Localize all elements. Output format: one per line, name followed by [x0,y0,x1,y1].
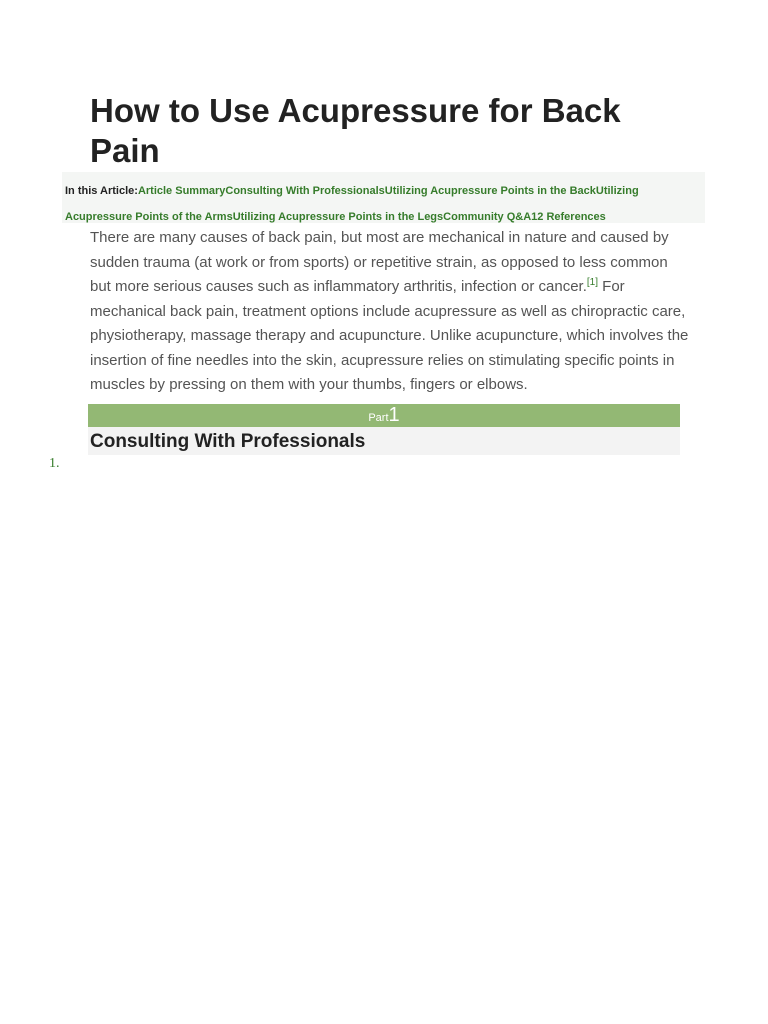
part-banner [88,404,680,427]
part-label: Part [368,412,389,424]
page-title: How to Use Acupressure for Back Pain [90,92,621,169]
reference-link-1[interactable]: [1] [586,277,598,288]
intro-text-continued: For mechanical back pain, treatment options include acupressure as well as chiropractic care, physiotherapy, massage therapy and acupuncture. Unlike acupuncture, which involves the insertion of fine needles into the skin, acupressure relies on stimulating specific points in muscles by pressing on them with your thumbs, fingers or elbows. [90,278,689,393]
part-number: 1 [388,404,400,426]
toc-link-references[interactable]: 12 References [531,211,606,223]
article-table-of-contents [62,172,705,223]
toc-link-community-qa[interactable]: Community Q&A [443,211,532,223]
toc-link-acupressure-points-arms[interactable]: Utilizing Acupressure Points of the Arms [65,185,639,223]
toc-link-article-summary[interactable]: Article Summary [137,185,226,197]
toc-link-consulting-with-professionals[interactable]: Consulting With Professionals [225,185,385,197]
step-number: 1. [49,456,60,471]
toc-link-acupressure-points-legs[interactable]: Utilizing Acupressure Points in the Legs [232,211,444,223]
intro-paragraph [90,226,690,398]
toc-link-acupressure-points-back[interactable]: Utilizing Acupressure Points in the Back [384,185,596,197]
section-heading: Consulting With Professionals [88,427,680,455]
toc-label: In this Article: [65,185,138,197]
intro-text: There are many causes of back pain, but most are mechanical in nature and caused by sudden trauma (at work or from sports) or repetitive strain, as opposed to less common but more serious causes such as inflammatory arthritis, infection or cancer. [90,229,669,295]
